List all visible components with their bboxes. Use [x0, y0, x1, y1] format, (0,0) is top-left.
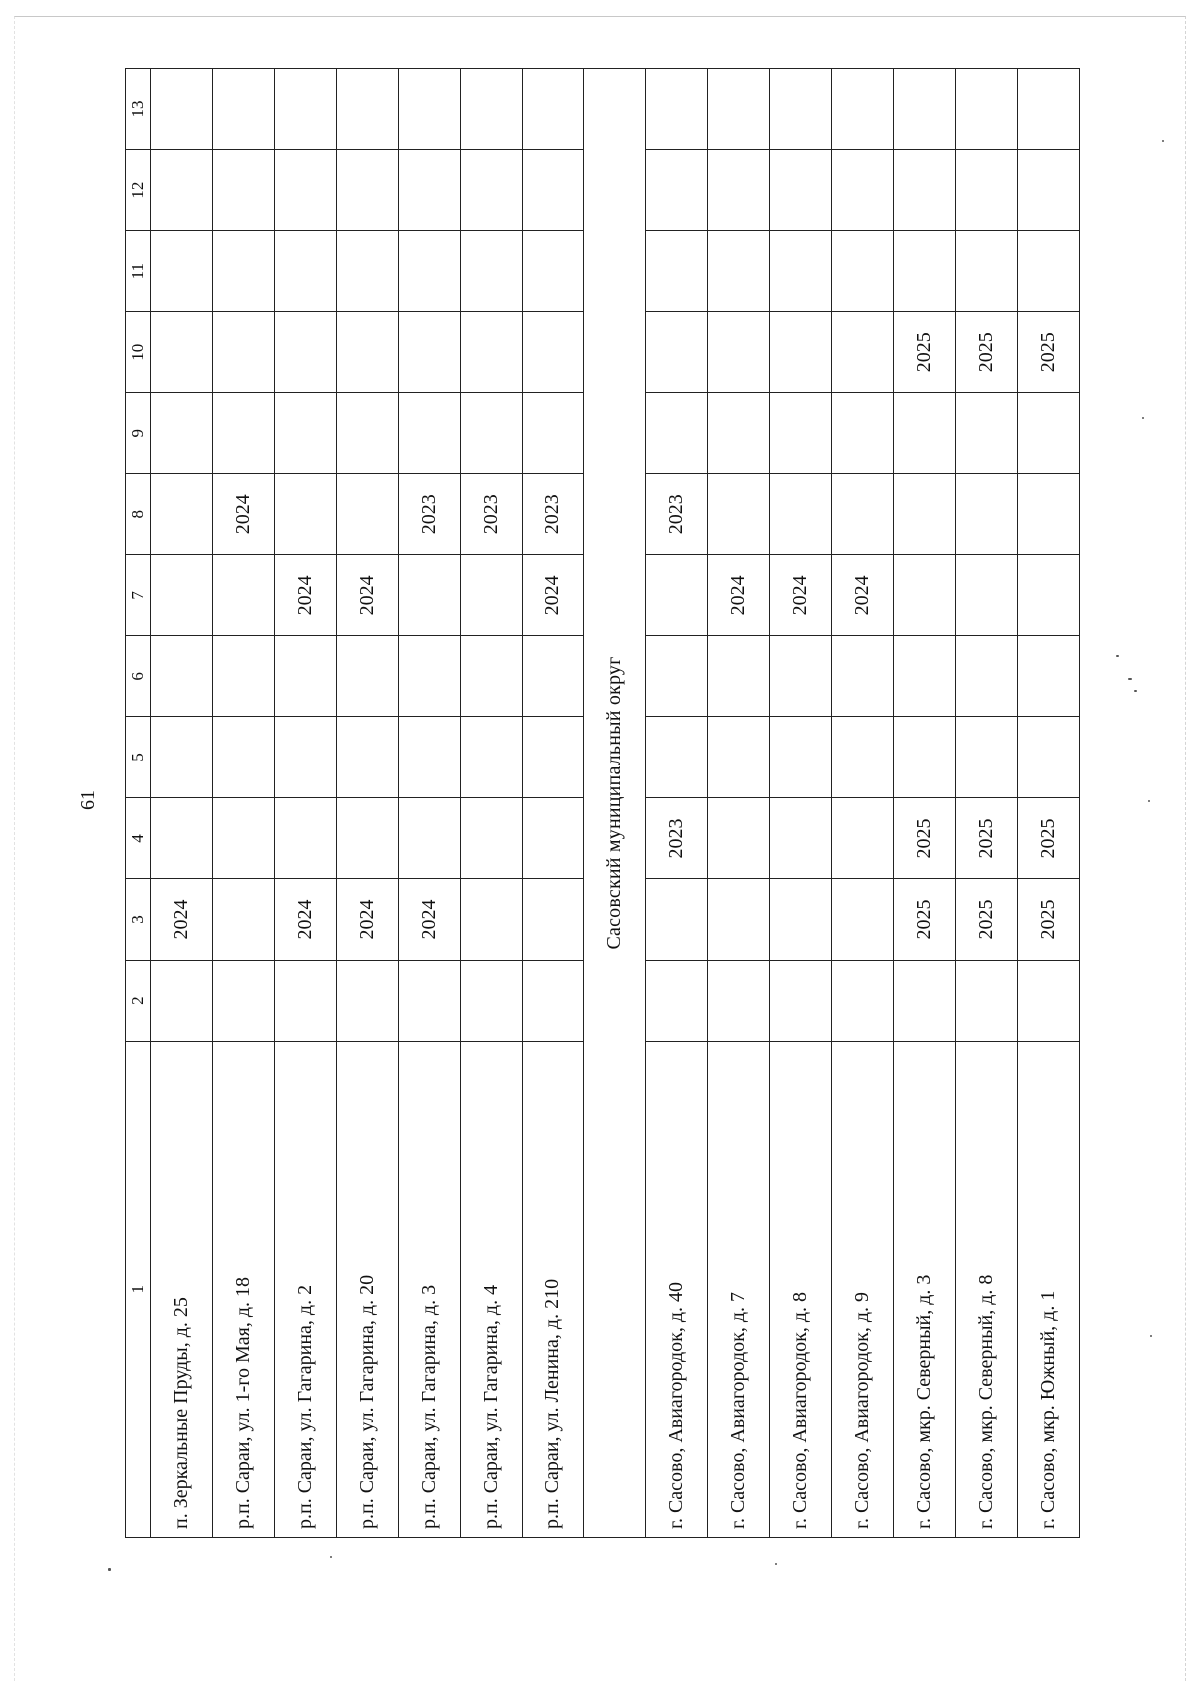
- year-cell-col-13: [770, 69, 832, 150]
- table-row: [151, 69, 213, 1538]
- year-cell-col-11: [646, 231, 708, 312]
- year-cell-col-2: [894, 960, 956, 1041]
- year-cell-col-2: [770, 960, 832, 1041]
- year-cell-col-2: [151, 960, 213, 1041]
- year-cell-col-11: [1017, 231, 1079, 312]
- address-cell: г. Сасово, Авиагородок, д. 40: [646, 1041, 708, 1537]
- year-cell-col-2: [336, 960, 398, 1041]
- year-cell-col-2: [708, 960, 770, 1041]
- year-cell-col-6: [1017, 636, 1079, 717]
- year-cell-col-13: [274, 69, 336, 150]
- year-cell-col-7: [646, 555, 708, 636]
- year-cell-col-3: [646, 879, 708, 960]
- column-number-row: [126, 69, 151, 1538]
- year-cell-col-10: [832, 312, 894, 393]
- year-cell-col-7: 2024: [522, 555, 584, 636]
- address-cell: р.п. Сараи, ул. Гагарина, д. 20: [336, 1041, 398, 1537]
- year-cell-col-8: [708, 474, 770, 555]
- year-cell-col-9: [274, 393, 336, 474]
- year-cell-col-9: [708, 393, 770, 474]
- year-cell-col-7: [460, 555, 522, 636]
- address-cell: р.п. Сараи, ул. Ленина, д. 210: [522, 1041, 584, 1537]
- year-cell-col-9: [522, 393, 584, 474]
- year-cell-col-7: 2024: [770, 555, 832, 636]
- year-cell-col-3: 2025: [1017, 879, 1079, 960]
- year-cell-col-13: [1017, 69, 1079, 150]
- year-cell-col-10: [522, 312, 584, 393]
- year-cell-col-12: [955, 150, 1017, 231]
- rotated-table-wrapper: [125, 68, 1080, 1538]
- column-header-4: 4: [126, 798, 151, 879]
- year-cell-col-6: [955, 636, 1017, 717]
- year-cell-col-10: [212, 312, 274, 393]
- year-cell-col-3: [522, 879, 584, 960]
- year-cell-col-11: [708, 231, 770, 312]
- address-cell: г. Сасово, Авиагородок, д. 9: [832, 1041, 894, 1537]
- year-cell-col-6: [832, 636, 894, 717]
- year-cell-col-4: 2023: [646, 798, 708, 879]
- year-cell-col-4: 2025: [894, 798, 956, 879]
- year-cell-col-10: [274, 312, 336, 393]
- year-cell-col-9: [894, 393, 956, 474]
- year-cell-col-11: [894, 231, 956, 312]
- address-cell: г. Сасово, мкр. Южный, д. 1: [1017, 1041, 1079, 1537]
- year-cell-col-4: [398, 798, 460, 879]
- year-cell-col-8: [832, 474, 894, 555]
- year-cell-col-5: [336, 717, 398, 798]
- year-cell-col-12: [151, 150, 213, 231]
- year-cell-col-10: [646, 312, 708, 393]
- table-row: [708, 69, 770, 1538]
- address-cell: г. Сасово, мкр. Северный, д. 3: [894, 1041, 956, 1537]
- year-cell-col-3: [212, 879, 274, 960]
- year-cell-col-13: [336, 69, 398, 150]
- year-cell-col-2: [832, 960, 894, 1041]
- year-cell-col-7: [1017, 555, 1079, 636]
- year-cell-col-9: [151, 393, 213, 474]
- year-cell-col-8: [894, 474, 956, 555]
- table-row: [646, 69, 708, 1538]
- repair-schedule-table: [125, 68, 1080, 1538]
- year-cell-col-12: [398, 150, 460, 231]
- year-cell-col-9: [460, 393, 522, 474]
- year-cell-col-5: [460, 717, 522, 798]
- year-cell-col-12: [336, 150, 398, 231]
- column-header-6: 6: [126, 636, 151, 717]
- year-cell-col-8: [955, 474, 1017, 555]
- year-cell-col-9: [398, 393, 460, 474]
- year-cell-col-10: [460, 312, 522, 393]
- year-cell-col-2: [274, 960, 336, 1041]
- year-cell-col-8: [770, 474, 832, 555]
- year-cell-col-12: [1017, 150, 1079, 231]
- year-cell-col-10: [708, 312, 770, 393]
- year-cell-col-2: [398, 960, 460, 1041]
- address-cell: п. Зеркальные Пруды, д. 25: [151, 1041, 213, 1537]
- year-cell-col-2: [212, 960, 274, 1041]
- year-cell-col-3: [770, 879, 832, 960]
- year-cell-col-2: [522, 960, 584, 1041]
- year-cell-col-3: 2024: [274, 879, 336, 960]
- year-cell-col-7: 2024: [274, 555, 336, 636]
- year-cell-col-3: 2024: [336, 879, 398, 960]
- year-cell-col-6: [894, 636, 956, 717]
- column-header-13: 13: [126, 69, 151, 150]
- table-row: [336, 69, 398, 1538]
- column-header-2: 2: [126, 960, 151, 1041]
- year-cell-col-9: [212, 393, 274, 474]
- year-cell-col-4: [832, 798, 894, 879]
- year-cell-col-13: [708, 69, 770, 150]
- table-body: [151, 69, 1080, 1538]
- year-cell-col-13: [460, 69, 522, 150]
- year-cell-col-5: [151, 717, 213, 798]
- column-header-9: 9: [126, 393, 151, 474]
- column-header-7: 7: [126, 555, 151, 636]
- year-cell-col-10: 2025: [1017, 312, 1079, 393]
- year-cell-col-11: [151, 231, 213, 312]
- address-cell: г. Сасово, Авиагородок, д. 8: [770, 1041, 832, 1537]
- year-cell-col-8: 2023: [460, 474, 522, 555]
- table-row: [955, 69, 1017, 1538]
- year-cell-col-4: [336, 798, 398, 879]
- year-cell-col-4: [770, 798, 832, 879]
- column-header-11: 11: [126, 231, 151, 312]
- year-cell-col-8: 2023: [646, 474, 708, 555]
- year-cell-col-13: [646, 69, 708, 150]
- year-cell-col-12: [646, 150, 708, 231]
- table-row: [894, 69, 956, 1538]
- year-cell-col-5: [274, 717, 336, 798]
- year-cell-col-5: [955, 717, 1017, 798]
- address-cell: р.п. Сараи, ул. Гагарина, д. 3: [398, 1041, 460, 1537]
- column-header-8: 8: [126, 474, 151, 555]
- year-cell-col-6: [522, 636, 584, 717]
- address-cell: р.п. Сараи, ул. 1-го Мая, д. 18: [212, 1041, 274, 1537]
- year-cell-col-6: [151, 636, 213, 717]
- table-row: [460, 69, 522, 1538]
- year-cell-col-12: [522, 150, 584, 231]
- year-cell-col-4: [522, 798, 584, 879]
- table-row: [212, 69, 274, 1538]
- year-cell-col-7: 2024: [708, 555, 770, 636]
- year-cell-col-8: [274, 474, 336, 555]
- year-cell-col-9: [832, 393, 894, 474]
- year-cell-col-12: [708, 150, 770, 231]
- year-cell-col-13: [522, 69, 584, 150]
- year-cell-col-7: [955, 555, 1017, 636]
- year-cell-col-10: [770, 312, 832, 393]
- year-cell-col-10: 2025: [894, 312, 956, 393]
- year-cell-col-4: 2025: [1017, 798, 1079, 879]
- table-row: [274, 69, 336, 1538]
- year-cell-col-11: [770, 231, 832, 312]
- year-cell-col-3: 2025: [955, 879, 1017, 960]
- year-cell-col-5: [894, 717, 956, 798]
- year-cell-col-11: [955, 231, 1017, 312]
- year-cell-col-2: [1017, 960, 1079, 1041]
- year-cell-col-12: [832, 150, 894, 231]
- year-cell-col-9: [1017, 393, 1079, 474]
- column-header-1: 1: [126, 1041, 151, 1537]
- year-cell-col-10: [151, 312, 213, 393]
- year-cell-col-8: [336, 474, 398, 555]
- year-cell-col-12: [274, 150, 336, 231]
- column-header-3: 3: [126, 879, 151, 960]
- year-cell-col-5: [832, 717, 894, 798]
- year-cell-col-8: 2023: [398, 474, 460, 555]
- year-cell-col-13: [212, 69, 274, 150]
- year-cell-col-4: [274, 798, 336, 879]
- year-cell-col-5: [646, 717, 708, 798]
- year-cell-col-3: [460, 879, 522, 960]
- address-cell: р.п. Сараи, ул. Гагарина, д. 4: [460, 1041, 522, 1537]
- year-cell-col-11: [274, 231, 336, 312]
- year-cell-col-11: [398, 231, 460, 312]
- year-cell-col-4: [708, 798, 770, 879]
- year-cell-col-11: [212, 231, 274, 312]
- year-cell-col-8: 2023: [522, 474, 584, 555]
- year-cell-col-8: 2024: [212, 474, 274, 555]
- year-cell-col-13: [151, 69, 213, 150]
- year-cell-col-12: [460, 150, 522, 231]
- column-header-10: 10: [126, 312, 151, 393]
- year-cell-col-12: [770, 150, 832, 231]
- column-header-12: 12: [126, 150, 151, 231]
- year-cell-col-2: [460, 960, 522, 1041]
- year-cell-col-4: 2025: [955, 798, 1017, 879]
- year-cell-col-11: [336, 231, 398, 312]
- year-cell-col-7: [398, 555, 460, 636]
- year-cell-col-6: [212, 636, 274, 717]
- year-cell-col-4: [212, 798, 274, 879]
- year-cell-col-2: [646, 960, 708, 1041]
- year-cell-col-5: [398, 717, 460, 798]
- year-cell-col-10: 2025: [955, 312, 1017, 393]
- table-row: [832, 69, 894, 1538]
- page-number: 61: [77, 790, 99, 810]
- year-cell-col-3: 2025: [894, 879, 956, 960]
- year-cell-col-9: [770, 393, 832, 474]
- year-cell-col-8: [151, 474, 213, 555]
- table-row: [398, 69, 460, 1538]
- table-row: [770, 69, 832, 1538]
- year-cell-col-6: [646, 636, 708, 717]
- year-cell-col-9: [336, 393, 398, 474]
- year-cell-col-4: [460, 798, 522, 879]
- year-cell-col-5: [770, 717, 832, 798]
- year-cell-col-10: [336, 312, 398, 393]
- year-cell-col-8: [1017, 474, 1079, 555]
- year-cell-col-7: [212, 555, 274, 636]
- year-cell-col-3: 2024: [151, 879, 213, 960]
- year-cell-col-6: [398, 636, 460, 717]
- table-row: [522, 69, 584, 1538]
- year-cell-col-13: [398, 69, 460, 150]
- year-cell-col-3: 2024: [398, 879, 460, 960]
- address-cell: р.п. Сараи, ул. Гагарина, д. 2: [274, 1041, 336, 1537]
- year-cell-col-2: [955, 960, 1017, 1041]
- year-cell-col-5: [522, 717, 584, 798]
- year-cell-col-13: [955, 69, 1017, 150]
- year-cell-col-5: [1017, 717, 1079, 798]
- year-cell-col-13: [894, 69, 956, 150]
- column-header-5: 5: [126, 717, 151, 798]
- year-cell-col-12: [212, 150, 274, 231]
- year-cell-col-12: [894, 150, 956, 231]
- year-cell-col-5: [212, 717, 274, 798]
- section-title: Сасовский муниципальный округ: [584, 69, 646, 1538]
- year-cell-col-6: [770, 636, 832, 717]
- section-header-row: [584, 69, 646, 1538]
- year-cell-col-10: [398, 312, 460, 393]
- year-cell-col-13: [832, 69, 894, 150]
- year-cell-col-6: [274, 636, 336, 717]
- year-cell-col-11: [460, 231, 522, 312]
- year-cell-col-7: 2024: [832, 555, 894, 636]
- year-cell-col-3: [708, 879, 770, 960]
- year-cell-col-11: [832, 231, 894, 312]
- year-cell-col-7: [894, 555, 956, 636]
- address-cell: г. Сасово, Авиагородок, д. 7: [708, 1041, 770, 1537]
- year-cell-col-5: [708, 717, 770, 798]
- year-cell-col-11: [522, 231, 584, 312]
- year-cell-col-7: 2024: [336, 555, 398, 636]
- address-cell: г. Сасово, мкр. Северный, д. 8: [955, 1041, 1017, 1537]
- year-cell-col-6: [708, 636, 770, 717]
- year-cell-col-6: [336, 636, 398, 717]
- year-cell-col-3: [832, 879, 894, 960]
- year-cell-col-7: [151, 555, 213, 636]
- year-cell-col-4: [151, 798, 213, 879]
- year-cell-col-9: [646, 393, 708, 474]
- table-row: [1017, 69, 1079, 1538]
- year-cell-col-9: [955, 393, 1017, 474]
- year-cell-col-6: [460, 636, 522, 717]
